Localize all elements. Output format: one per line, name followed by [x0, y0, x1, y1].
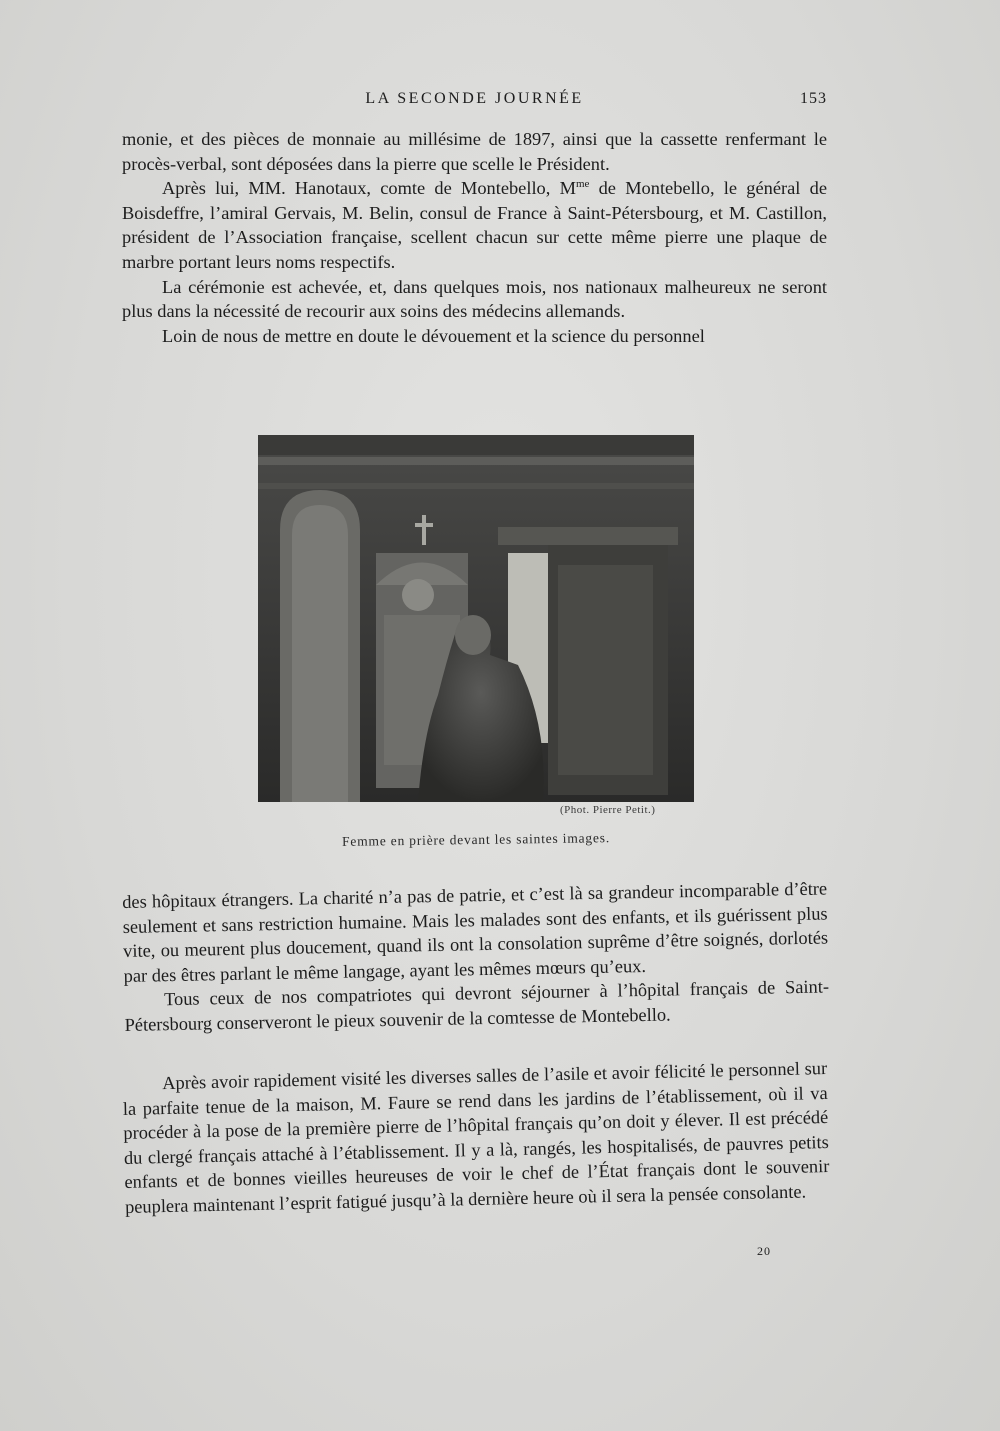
- text-block-last: [122, 1056, 830, 1220]
- paragraph-continued: monie, et des pièces de monnaie au millésime de 1897, ainsi que la cassette renfermant le procès-verbal, sont déposées dans la pierre que scelle le Président.: [122, 129, 827, 174]
- photograph-woman-praying: [258, 435, 694, 802]
- running-title: LA SECONDE JOURNÉE: [365, 90, 584, 107]
- text-block-bottom: [122, 876, 830, 1037]
- paragraph-ceremonie: La cérémonie est achevée, et, dans quelques mois, nos nationaux malheureux ne seront plus dans la nécessité de recourir aux soins des médecins allemands.: [122, 276, 827, 322]
- paragraph-apres-lui-start: Après lui, MM. Hanotaux, comte de Montebello, M: [162, 178, 576, 199]
- page-header: [122, 90, 827, 114]
- superscript-me: me: [575, 178, 590, 191]
- paragraph-loin-de-nous: Loin de nous de mettre en doute le dévouement et la science du personnel: [162, 325, 705, 346]
- photograph-illustration: [258, 435, 694, 802]
- paragraph-apres-lui: [122, 176, 827, 274]
- paragraph-visite: Après avoir rapidement visité les diverses salles de l’asile et avoir félicité le personnel sur la parfaite tenue de la maison, M. Faure se rend dans les jardins de l’établissement, où il va procéder à la pose de la première pierre de l’hôpital français qu’on doit y élever. Il est précédé du clergé français attaché à l’établissement. Il y a là, rangés, les hospitalisés, de pauvres petits enfants et de bonnes vieilles heureuses de voir le chef de l’État français dont le souvenir peuplera maintenant l’esprit fatigué jusqu’à la dernière heure où il sera la pensée consolante.: [122, 1058, 830, 1217]
- text-block-top: [122, 127, 827, 348]
- figure-caption: Femme en prière devant les saintes images.: [341, 830, 611, 849]
- paragraph-hopitaux: des hôpitaux étrangers. La charité n’a pas de patrie, et c’est là sa grandeur incomparable d’être seulement et sans restriction humaine. Mais les malades sont des enfants, et ils guérissent plus vite, ou meurent plus doucement, quand ils ont la consolation suprême d’être soignés, dorlotés par des êtres parlant le même langage, ayant les mêmes mœurs qu’eux.: [122, 878, 829, 986]
- photo-credit: (Phot. Pierre Petit.): [560, 804, 656, 816]
- paragraph-compatriotes: Tous ceux de nos compatriotes qui devront séjourner à l’hôpital français de Saint-Pétersbourg conserveront le pieux souvenir de la comtesse de Montebello.: [124, 976, 830, 1035]
- signature-mark: 20: [757, 1244, 771, 1258]
- paragraph-apres-lui-rest: de Montebello, le général de Boisdeffre, l’amiral Gervais, M. Belin, consul de France à Saint-Pétersbourg, et M. Castillon, président de l’Association française, scellent chacun sur cette même pierre une plaque de marbre portant leurs noms respectifs.: [122, 178, 827, 272]
- page-number: 153: [800, 90, 827, 107]
